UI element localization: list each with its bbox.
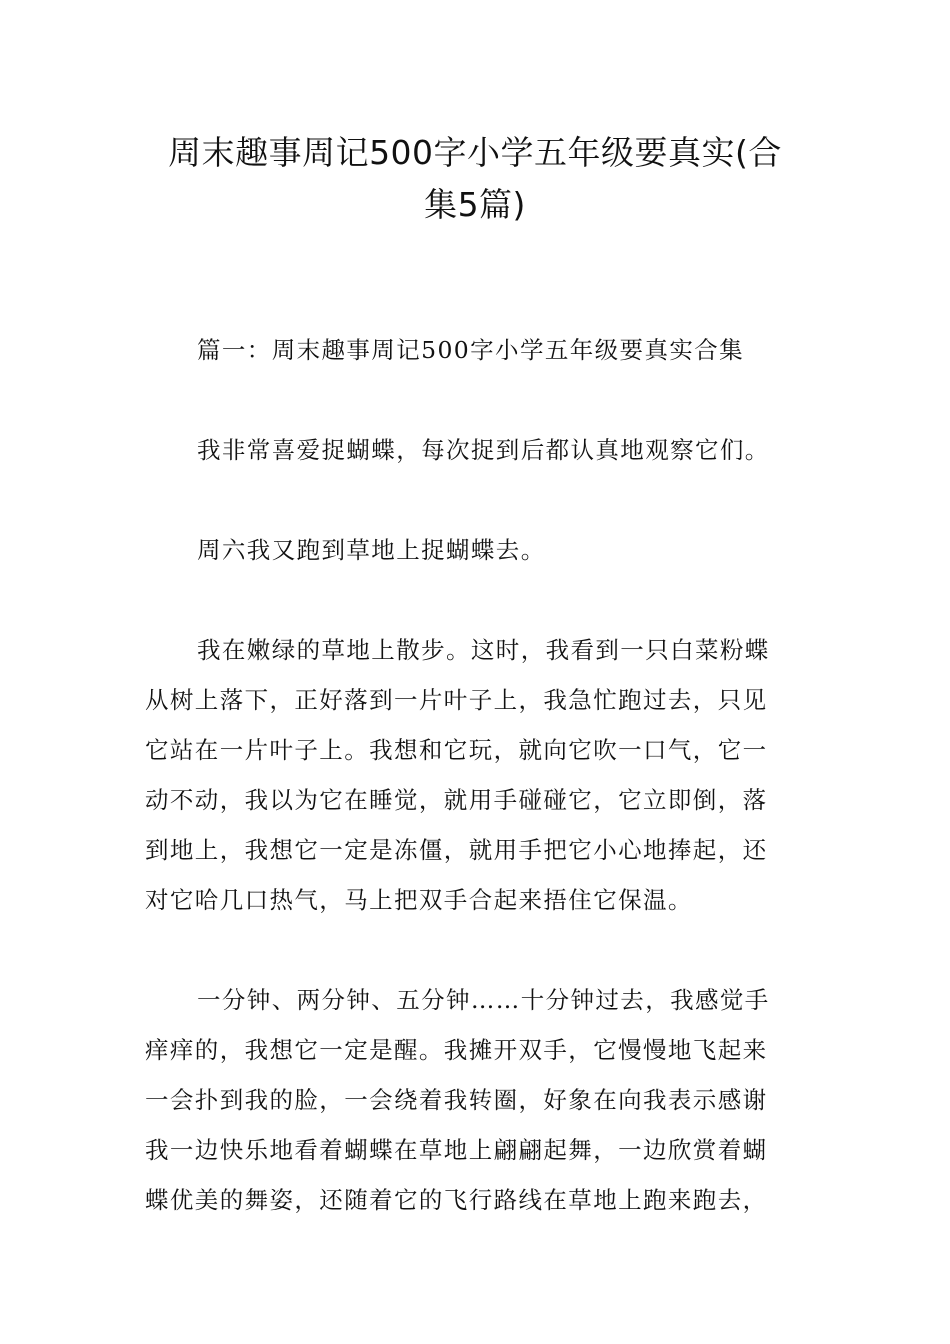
document-title (140, 127, 810, 231)
paragraph-line: 蝶优美的舞姿，还随着它的飞行路线在草地上跑来跑去， (145, 1186, 768, 1214)
paragraph-3 (145, 625, 805, 925)
paragraph-4 (145, 975, 805, 1225)
section-heading: 篇一：周末趣事周记500字小学五年级要真实合集 (197, 336, 745, 364)
paragraph-line: 我在嫩绿的草地上散步。这时，我看到一只白菜粉蝶 (197, 636, 770, 664)
paragraph-line: 从树上落下，正好落到一片叶子上，我急忙跑过去，只见 (145, 686, 768, 714)
paragraph-2: 周六我又跑到草地上捉蝴蝶去。 (197, 536, 546, 564)
paragraph-line: 动不动，我以为它在睡觉，就用手碰碰它，它立即倒，落 (145, 786, 768, 814)
paragraph-line: 它站在一片叶子上。我想和它玩，就向它吹一口气，它一 (145, 736, 768, 764)
paragraph-line: 我一边快乐地看着蝴蝶在草地上翩翩起舞，一边欣赏着蝴 (145, 1136, 768, 1164)
paragraph-1: 我非常喜爱捉蝴蝶，每次捉到后都认真地观察它们。 (197, 436, 770, 464)
title-line-1: 周末趣事周记500字小学五年级要真实(合 (168, 133, 782, 172)
title-line-2: 集5篇) (424, 185, 526, 224)
paragraph-line: 对它哈几口热气，马上把双手合起来捂住它保温。 (145, 886, 693, 914)
paragraph-line: 到地上，我想它一定是冻僵，就用手把它小心地捧起，还 (145, 836, 768, 864)
paragraph-line: 痒痒的，我想它一定是醒。我摊开双手，它慢慢地飞起来 (145, 1036, 768, 1064)
paragraph-line: 一会扑到我的脸，一会绕着我转圈，好象在向我表示感谢 (145, 1086, 768, 1114)
paragraph-line: 一分钟、两分钟、五分钟……十分钟过去，我感觉手 (197, 986, 770, 1014)
